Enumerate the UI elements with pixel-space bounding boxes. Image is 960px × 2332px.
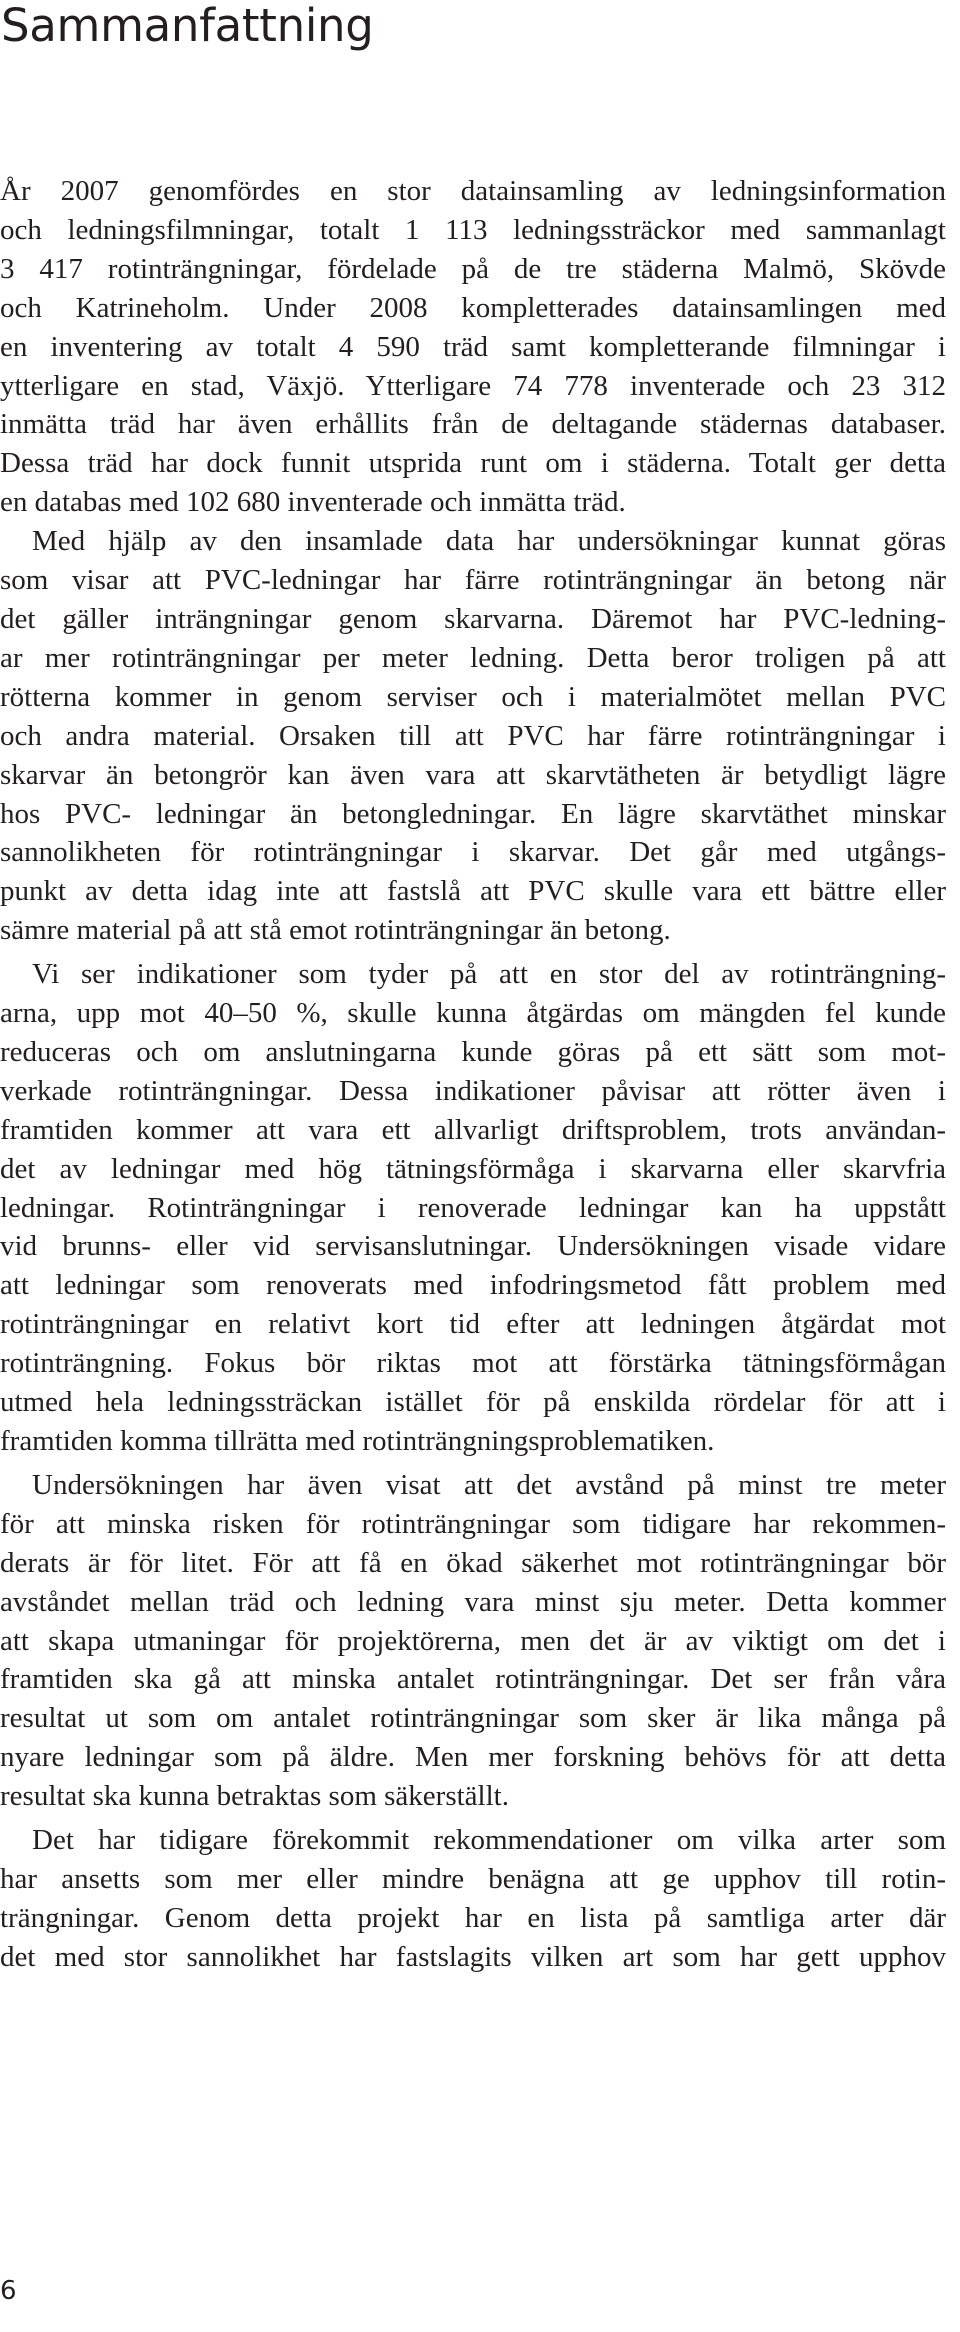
paragraph-line: sämre material på att stå emot rotinträngningar än betong. <box>0 914 671 947</box>
paragraph-line: framtiden kommer att vara ett allvarligt driftsproblem, trots användan- <box>0 1113 946 1146</box>
paragraph-line: rötterna kommer in genom serviser och i materialmötet mellan PVC <box>0 680 946 713</box>
paragraph-line: punkt av detta idag inte att fastslå att PVC skulle vara ett bättre eller <box>0 875 946 908</box>
paragraph-line: rotinträngning. Fokus bör riktas mot att förstärka tätningsförmågan <box>0 1347 946 1380</box>
paragraph-line: inmätta träd har även erhållits från de deltagande städernas databaser. <box>0 408 946 441</box>
paragraph-line: att ledningar som renoverats med infodringsmetod fått problem med <box>0 1269 946 1302</box>
paragraph-line: Vi ser indikationer som tyder på att en stor del av rotinträngning- <box>32 958 946 991</box>
paragraph-line: 3 417 rotinträngningar, fördelade på de tre städerna Malmö, Skövde <box>0 252 946 285</box>
paragraph-line: för att minska risken för rotinträngningar som tidigare har rekommen- <box>0 1507 946 1540</box>
paragraph-line: skarvar än betongrör kan även vara att skarvtätheten är betydligt lägre <box>0 758 946 791</box>
paragraph-line: Det har tidigare förekommit rekommendationer om vilka arter som <box>32 1824 946 1857</box>
paragraph-line: verkade rotinträngningar. Dessa indikationer påvisar att rötter även i <box>0 1074 946 1107</box>
paragraph <box>0 522 946 950</box>
paragraph-line: som visar att PVC-ledningar har färre rotinträngningar än betong när <box>0 564 946 597</box>
paragraph-line: har ansetts som mer eller mindre benägna att ge upphov till rotin- <box>0 1862 946 1895</box>
paragraph <box>0 955 946 1461</box>
paragraph-line: nyare ledningar som på äldre. Men mer forskning behövs för att detta <box>0 1741 946 1774</box>
paragraph-line: att skapa utmaningar för projektörerna, men det är av viktigt om det i <box>0 1624 946 1657</box>
paragraph-line: Med hjälp av den insamlade data har undersökningar kunnat göras <box>32 525 946 558</box>
paragraph-line: Undersökningen har även visat att det avstånd på minst tre meter <box>32 1468 946 1501</box>
paragraph-line: en databas med 102 680 inventerade och inmätta träd. <box>0 486 626 519</box>
paragraph-line: en inventering av totalt 4 590 träd samt kompletterande filmningar i <box>0 330 946 363</box>
paragraph-line: ar mer rotinträngningar per meter ledning. Detta beror troligen på att <box>0 641 946 674</box>
paragraph-line: det av ledningar med hög tätningsförmåga i skarvarna eller skarvfria <box>0 1152 946 1185</box>
paragraph-line: resultat ut som om antalet rotinträngningar som sker är lika många på <box>0 1702 946 1735</box>
paragraph-line: derats är för litet. För att få en ökad säkerhet mot rotinträngningar bör <box>0 1546 946 1579</box>
paragraph-line: trängningar. Genom detta projekt har en lista på samtliga arter där <box>0 1901 946 1934</box>
paragraph <box>0 1821 946 1977</box>
paragraph-line: rotinträngningar en relativt kort tid efter att ledningen åtgärdat mot <box>0 1308 946 1341</box>
paragraph-line: vid brunns- eller vid servisanslutningar. Undersökningen visade vidare <box>0 1230 946 1263</box>
paragraph <box>0 172 946 522</box>
paragraph-line: framtiden ska gå att minska antalet rotinträngningar. Det ser från våra <box>0 1663 946 1696</box>
paragraph-line: arna, upp mot 40–50 %, skulle kunna åtgärdas om mängden fel kunde <box>0 997 946 1030</box>
paragraph-line: utmed hela ledningssträckan istället för på enskilda rördelar för att i <box>0 1386 946 1419</box>
paragraph-line: och andra material. Orsaken till att PVC har färre rotinträngningar i <box>0 719 946 752</box>
paragraph-line: det med stor sannolikhet har fastslagits vilken art som har gett upphov <box>0 1940 946 1973</box>
page-title: Sammanfattning <box>1 0 374 52</box>
paragraph-line: resultat ska kunna betraktas som säkerställt. <box>0 1780 509 1813</box>
paragraph-line: avståndet mellan träd och ledning vara minst sju meter. Detta kommer <box>0 1585 946 1618</box>
paragraph-line: och Katrineholm. Under 2008 kompletterades datainsamlingen med <box>0 291 946 324</box>
paragraph-line: sannolikheten för rotinträngningar i skarvar. Det går med utgångs- <box>0 836 946 869</box>
paragraph-line: ledningar. Rotinträngningar i renoverade ledningar kan ha uppstått <box>0 1191 946 1224</box>
paragraph-line: Dessa träd har dock funnit utsprida runt om i städerna. Totalt ger detta <box>0 447 946 480</box>
paragraph-line: reduceras och om anslutningarna kunde göras på ett sätt som mot- <box>0 1035 946 1068</box>
paragraph-line: framtiden komma tillrätta med rotinträngningsproblematiken. <box>0 1425 715 1457</box>
paragraph-line: och ledningsfilmningar, totalt 1 113 ledningssträckor med sammanlagt <box>0 213 946 246</box>
page-number: 6 <box>0 2276 17 2306</box>
paragraph-line: År 2007 genomfördes en stor datainsamling av ledningsinformation <box>0 175 946 207</box>
paragraph-line: det gäller inträngningar genom skarvarna. Däremot har PVC-ledning- <box>0 602 946 635</box>
summary-body <box>0 172 946 1977</box>
paragraph-line: hos PVC- ledningar än betongledningar. En lägre skarvtäthet minskar <box>0 797 946 830</box>
paragraph-line: ytterligare en stad, Växjö. Ytterligare 74 778 inventerade och 23 312 <box>0 369 946 402</box>
paragraph <box>0 1466 946 1816</box>
